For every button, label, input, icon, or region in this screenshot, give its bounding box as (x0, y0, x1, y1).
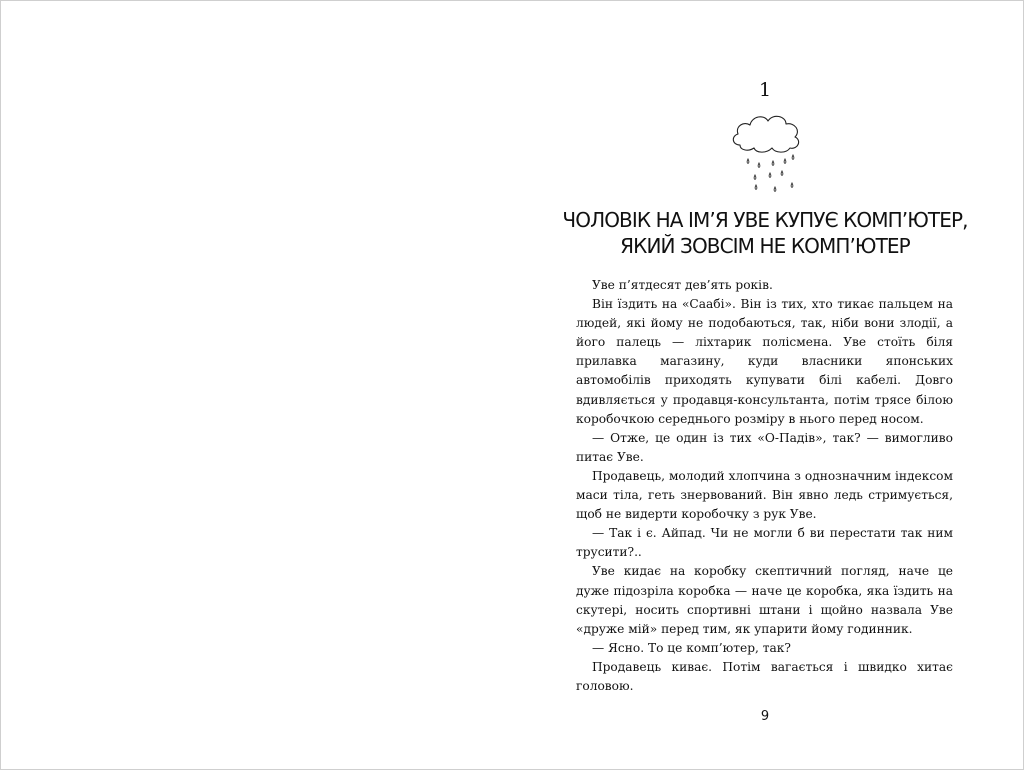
paragraph: Продавець киває. Потім вагається і швидко хитає головою. (576, 659, 953, 693)
paragraph: Уве п’ятдесят дев’ять років. (592, 278, 773, 292)
paragraph: Він їздить на «Саабі». Він із тих, хто тикає пальцем на людей, які йому не подобаються, так, ніби вони злодії, а його палець — ліхтарик полісмена. Уве стоїть біля прилавка магазину, куди власники японських автомобілів приходять купувати білі кабелі. Довго вдивляється у продавця-консультанта, потім трясе білою коробочкою середнього розміру в нього перед носом. (576, 297, 953, 426)
chapter-title-line-1: ЧОЛОВІК НА ІМ’Я УВЕ КУПУЄ КОМП’ЮТЕР, (562, 208, 968, 232)
paragraph: — Отже, це один із тих «О-Падів», так? — вимогливо питає Уве. (576, 430, 953, 464)
paragraph: — Ясно. То це комп’ютер, так? (592, 640, 791, 655)
paragraph: — Так і є. Айпад. Чи не могли б ви перестати так ним трусити?.. (576, 526, 953, 560)
left-page (1, 1, 512, 769)
body-text (576, 276, 953, 696)
right-page (512, 1, 1023, 769)
chapter-title-line-2: ЯКИЙ ЗОВСІМ НЕ КОМП’ЮТЕР (620, 234, 910, 258)
rain-cloud-icon (726, 109, 806, 197)
chapter-title (552, 207, 978, 259)
chapter-number: 1 (758, 79, 772, 101)
paragraph: Продавець, молодий хлопчина з однозначним індексом маси тіла, геть знервований. Він явно ледь стримується, щоб не видерти коробочку з рук Уве. (576, 468, 953, 522)
paragraph: Уве кидає на коробку скептичний погляд, наче це дуже підозріла коробка — наче це коробка, яка їздить на скутері, носить спортивні штани і щойно назвала Уве «друже мій» перед тим, як упарити йому годинник. (576, 564, 953, 636)
page-number: 9 (760, 709, 770, 724)
